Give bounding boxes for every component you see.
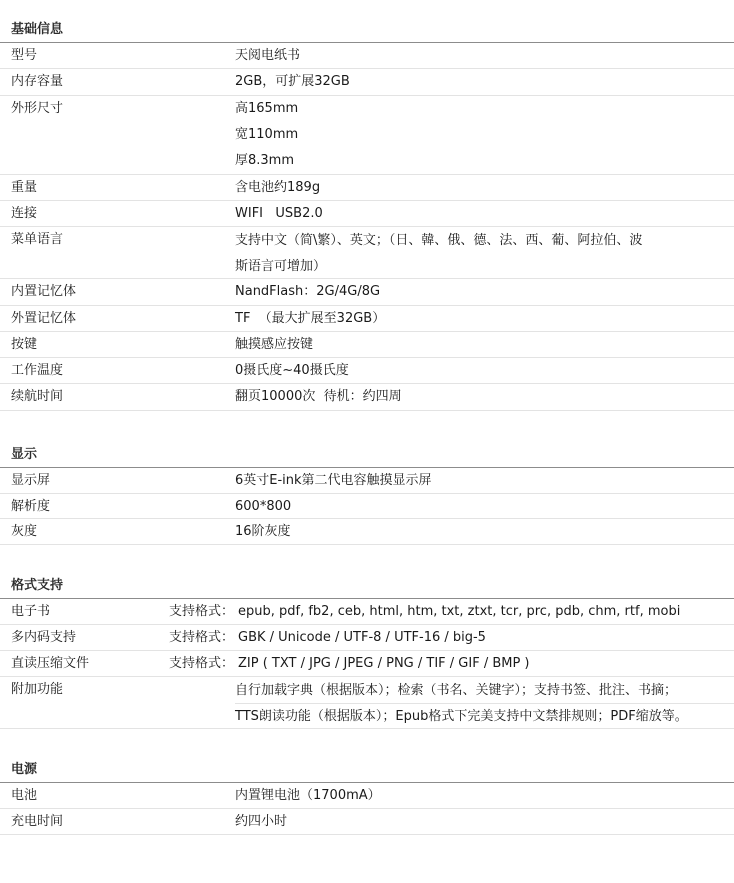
spec-value: 6英寸E-ink第二代电容触摸显示屏: [235, 473, 432, 488]
spec-row-temp: [0, 358, 734, 384]
spec-row-gray: [0, 519, 734, 545]
spec-row-battery: [0, 783, 734, 809]
section-display: [0, 442, 734, 545]
section-power: [0, 757, 734, 835]
spec-label: 电池: [11, 788, 38, 803]
spec-label: 灰度: [11, 524, 38, 539]
spec-prefix: 支持格式：: [169, 604, 235, 619]
section-title-basic: 基础信息: [0, 17, 734, 43]
section-format: [0, 573, 734, 729]
spec-row-resolution: [0, 494, 734, 519]
spec-value: epub, pdf, fb2, ceb, html, htm, txt, ztxt, tcr, prc, pdb, chm, rtf, mobi: [238, 604, 681, 619]
spec-value: 约四小时: [235, 814, 288, 829]
spec-row-lang: [0, 227, 734, 279]
spec-value: ZIP ( TXT / JPG / JPEG / PNG / TIF / GIF / BMP ): [238, 656, 530, 671]
spec-value: TF （最大扩展至32GB）: [235, 311, 386, 326]
spec-row-ebook: [0, 599, 734, 625]
spec-value-line: 斯语言可增加）: [235, 259, 327, 274]
spec-label: 重量: [11, 180, 38, 195]
spec-label: 外形尺寸: [11, 101, 64, 116]
spec-prefix: 支持格式：: [169, 630, 235, 645]
spec-label: 连接: [11, 206, 38, 221]
spec-row-weight: [0, 175, 734, 201]
spec-value-line: 支持中文（简\繁）、英文；（日、韓、俄、德、法、西、葡、阿拉伯、波: [235, 233, 643, 248]
spec-row-internal: [0, 279, 734, 306]
spec-label: 解析度: [11, 499, 51, 514]
spec-row-extra: [0, 677, 734, 729]
spec-value: 翻页10000次 待机：约四周: [235, 389, 402, 404]
spec-value-thickness: 厚8.3mm: [235, 153, 295, 168]
spec-label: 菜单语言: [11, 232, 64, 247]
spec-label: 按键: [11, 337, 38, 352]
spec-value-height: 高165mm: [235, 101, 299, 116]
section-basic: [0, 17, 734, 411]
spec-value: GBK / Unicode / UTF-8 / UTF-16 / big-5: [238, 630, 486, 645]
spec-row-external: [0, 306, 734, 332]
spec-value: 16阶灰度: [235, 524, 291, 539]
spec-value: 内置锂电池（1700mA）: [235, 788, 381, 803]
spec-value: 含电池约189g: [235, 180, 321, 195]
section-title-power: 电源: [0, 757, 734, 783]
spec-label: 型号: [11, 48, 38, 63]
spec-value: 0摄氏度~40摄氏度: [235, 363, 349, 378]
spec-value: WIFI USB2.0: [235, 206, 323, 221]
spec-value: 天阅电纸书: [235, 48, 301, 63]
spec-label: 显示屏: [11, 473, 51, 488]
spec-row-battery-life: [0, 384, 734, 411]
spec-label: 内置记忆体: [11, 284, 77, 299]
spec-value: 600*800: [235, 499, 292, 514]
spec-label: 直读压缩文件: [11, 656, 90, 671]
spec-label: 续航时间: [11, 389, 64, 404]
spec-label: 附加功能: [11, 682, 64, 697]
spec-label: 外置记忆体: [11, 311, 77, 326]
spec-row-size: [0, 96, 734, 175]
spec-label: 电子书: [11, 604, 51, 619]
spec-label: 充电时间: [11, 814, 64, 829]
section-title-format: 格式支持: [0, 573, 734, 599]
spec-row-model: [0, 43, 734, 69]
spec-row-archive: [0, 651, 734, 677]
spec-prefix: 支持格式：: [169, 656, 235, 671]
spec-row-connect: [0, 201, 734, 227]
spec-value: NandFlash：2G/4G/8G: [235, 284, 381, 299]
spec-label: 工作温度: [11, 363, 64, 378]
spec-value: 触摸感应按键: [235, 337, 314, 352]
spec-row-encoding: [0, 625, 734, 651]
spec-row-memory: [0, 69, 734, 96]
spec-row-charge: [0, 809, 734, 835]
spec-value-line: TTS朗读功能（根据版本）；Epub格式下完美支持中文禁排规则；PDF缩放等。: [235, 709, 688, 724]
spec-row-keys: [0, 332, 734, 358]
spec-row-screen: [0, 468, 734, 494]
spec-value-width: 宽110mm: [235, 127, 299, 142]
spec-value-line: 自行加载字典（根据版本）；检索（书名、关键字）；支持书签、批注、书摘；: [235, 678, 734, 704]
spec-label: 内存容量: [11, 74, 64, 89]
section-title-display: 显示: [0, 442, 734, 468]
spec-value: 2GB，可扩展32GB: [235, 74, 350, 89]
spec-label: 多内码支持: [11, 630, 77, 645]
